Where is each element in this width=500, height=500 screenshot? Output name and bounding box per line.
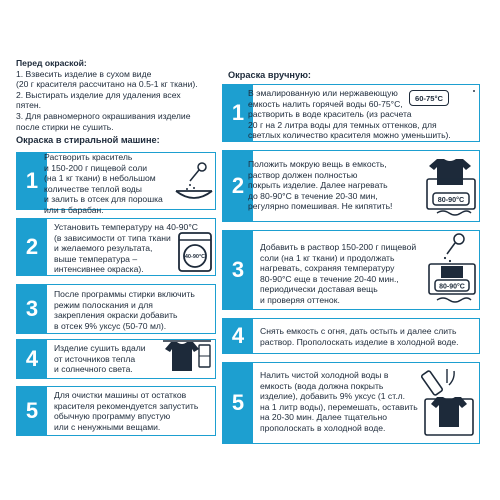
step-number: 5 <box>223 363 253 443</box>
pot-icon <box>424 82 482 110</box>
step-number: 3 <box>223 231 253 309</box>
step-number: 4 <box>17 340 47 378</box>
step-number: 3 <box>17 285 47 333</box>
step-text: Для очистки машины от остатков красителя рекомендуется запустить обычную программу впустую или с ненужными вещами. <box>54 390 199 432</box>
machine-step-3 <box>16 284 216 334</box>
step-text: Установить температуру на 40-90°С (в зависимости от типа ткани и желаемого результата, выше температура – интенсивнее окраска). <box>54 222 198 275</box>
step-text: Снять емкость с огня, дать остыть и далее слить раствор. Прополоскать изделие в холодной воде. <box>260 326 459 347</box>
step-number: 1 <box>223 85 253 141</box>
step-text: Налить чистой холодной воды в емкость (вода должна покрыть изделие), добавить 9% уксус (1 ст.л. на 1 литр воды), перемешать, оставить на 20-30 мин. Далее тщательно прополоскать в холодной воде. <box>260 370 418 433</box>
pre-dye-header: Перед окраской: <box>16 58 87 68</box>
step-number: 4 <box>223 319 253 353</box>
shirt-in-pot-icon <box>423 157 479 219</box>
step-number: 2 <box>17 219 47 275</box>
salt-spoon-pot-icon <box>425 232 479 308</box>
intro-line: 2. Выстирать изделие для удаления всех <box>16 89 181 100</box>
temperature-badge: 80-90°С <box>439 283 465 291</box>
machine-step-2 <box>16 218 216 276</box>
step-text: Положить мокрую вещь в емкость, раствор должен полностью покрыть изделие. Далее нагревать до 80-90°С в течение 20-30 мин, регулярно помешивая. Не кипятить! <box>248 159 393 212</box>
machine-step-1 <box>16 152 216 215</box>
manual-section-title: Окраска вручную: <box>228 70 311 80</box>
pre-dye-instructions <box>16 58 226 132</box>
step-text: Изделие сушить вдали от источников тепла и солнечного света. <box>54 343 146 375</box>
machine-step-4 <box>16 339 216 379</box>
vinegar-bottle-pot-icon <box>419 365 479 441</box>
step-number: 2 <box>223 151 253 221</box>
step-text: После программы стирки включить режим полоскания и для закрепления окраски добавить в отсек 9% уксус (50-70 мл). <box>54 289 195 331</box>
intro-line: 1. Взвесить изделие в сухом виде <box>16 68 152 79</box>
manual-step-3 <box>222 230 480 310</box>
step-text: Растворить краситель и 150-200 г пищевой соли (на 1 кг ткани) в небольшом количестве теплой воды и залить в отсек для порошка или в барабан. <box>44 152 163 215</box>
step-number: 1 <box>17 153 47 209</box>
manual-step-4 <box>222 318 480 354</box>
intro-line: (20 г красителя рассчитано на 0.5-1 кг ткани). <box>16 79 198 90</box>
temperature-badge: 80-90°С <box>437 195 465 204</box>
temperature-badge: 60-75°С <box>409 90 449 106</box>
manual-step-1 <box>222 84 480 142</box>
machine-step-5 <box>16 386 216 436</box>
step-text: В эмалированную или нержавеющую емкость налить горячей воды 60-75°С, растворить в воде краситель (из расчета 20 г на 2 литра воды для темных оттенков, для светлых количество красителя можно уменьшить). <box>248 88 451 141</box>
drying-shirt-icon <box>161 337 213 377</box>
step-number: 5 <box>17 387 47 435</box>
machine-section-title: Окраска в стиральной машине: <box>16 135 160 145</box>
intro-line: пятен. <box>16 100 42 111</box>
salt-spoon-pot-icon <box>172 161 216 205</box>
step-text: Добавить в раствор 150-200 г пищевой соли (на 1 кг ткани) и продолжать нагревать, сохраняя температуру 80-90°С еще в течение 20-40 мин., периодически доставая вещь и проверяя оттенок. <box>260 242 417 305</box>
intro-line: после стирки не сушить. <box>16 121 114 132</box>
manual-step-2 <box>222 150 480 222</box>
machine-temp-label: 40-90°С <box>184 254 206 260</box>
washing-machine-icon <box>177 231 213 273</box>
intro-line: 3. Для равномерного окрашивания изделие <box>16 110 191 121</box>
manual-step-5 <box>222 362 480 444</box>
